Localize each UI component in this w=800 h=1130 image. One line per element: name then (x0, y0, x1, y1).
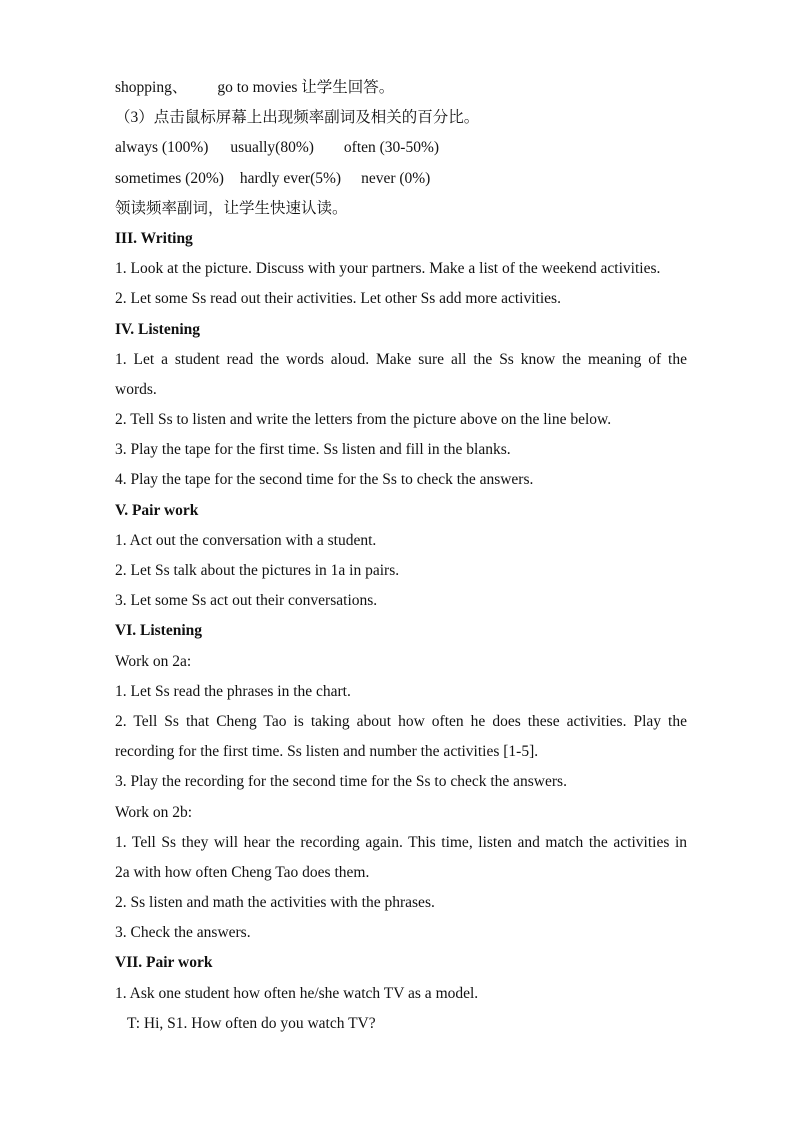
frequency-item: usually(80%) (230, 139, 314, 157)
list-item: 1. Look at the picture. Discuss with your partners. Make a list of the weekend activities. (115, 260, 661, 278)
list-item: 2. Ss listen and math the activities with the phrases. (115, 894, 435, 912)
list-item: 1. Tell Ss they will hear the recording again. This time, listen and match the activities in (115, 833, 687, 851)
dialog-line: T: Hi, S1. How often do you watch TV? (127, 1014, 376, 1032)
list-item: 3. Let some Ss act out their conversations. (115, 592, 378, 610)
list-item: 3. Check the answers. (115, 924, 251, 942)
intro-text: shopping、 (115, 79, 188, 96)
section-heading-pair-work: V. Pair work (115, 501, 199, 519)
list-item: 2. Tell Ss to listen and write the letters from the picture above on the line below. (115, 411, 612, 429)
frequency-row-1 (115, 133, 687, 163)
list-item: 2. Tell Ss that Cheng Tao is taking about how often he does these activities. Play the (115, 712, 687, 730)
list-item: 3. Play the recording for the second time for the Ss to check the answers. (115, 773, 567, 791)
list-item: 1. Act out the conversation with a student. (115, 531, 377, 549)
frequency-item: always (100%) (115, 139, 209, 157)
section-heading-listening-2: VI. Listening (115, 622, 202, 640)
list-item: 4. Play the tape for the second time for the Ss to check the answers. (115, 471, 534, 489)
list-item: 3. Play the tape for the first time. Ss listen and fill in the blanks. (115, 441, 511, 459)
frequency-item: hardly ever(5%) (239, 169, 342, 187)
section-heading-writing: III. Writing (115, 229, 193, 247)
frequency-row-2 (115, 164, 687, 194)
subheading-work-2a: Work on 2a: (115, 652, 192, 670)
section-heading-pair-work-2: VII. Pair work (115, 954, 213, 972)
intro-line-2: （3）点击鼠标屏幕上出现频率副词及相关的百分比。 (115, 109, 480, 127)
section-heading-listening: IV. Listening (115, 320, 200, 338)
list-item-continued: words. (115, 380, 157, 398)
intro-line-1 (115, 73, 687, 103)
list-item: 2. Let some Ss read out their activities. Let other Ss add more activities. (115, 290, 561, 308)
list-item: 2. Let Ss talk about the pictures in 1a in pairs. (115, 562, 400, 579)
subheading-work-2b: Work on 2b: (115, 803, 193, 821)
list-item-continued: 2a with how often Cheng Tao does them. (115, 863, 370, 881)
intro-line-5: 领读频率副词，让学生快速认读。 (115, 199, 348, 217)
list-item-continued: recording for the first time. Ss listen and number the activities [1-5]. (115, 743, 539, 761)
intro-text: go to movies 让学生回答。 (217, 79, 395, 96)
list-item: 1. Ask one student how often he/she watch TV as a model. (115, 984, 479, 1002)
list-item: 1. Let Ss read the phrases in the chart. (115, 682, 351, 700)
frequency-item: never (0%) (361, 169, 431, 187)
frequency-item: often (30-50%) (343, 139, 440, 157)
list-item: 1. Let a student read the words aloud. Make sure all the Ss know the meaning of the (115, 350, 687, 368)
frequency-item: sometimes (20%) (115, 169, 224, 187)
document-page (115, 73, 687, 1039)
